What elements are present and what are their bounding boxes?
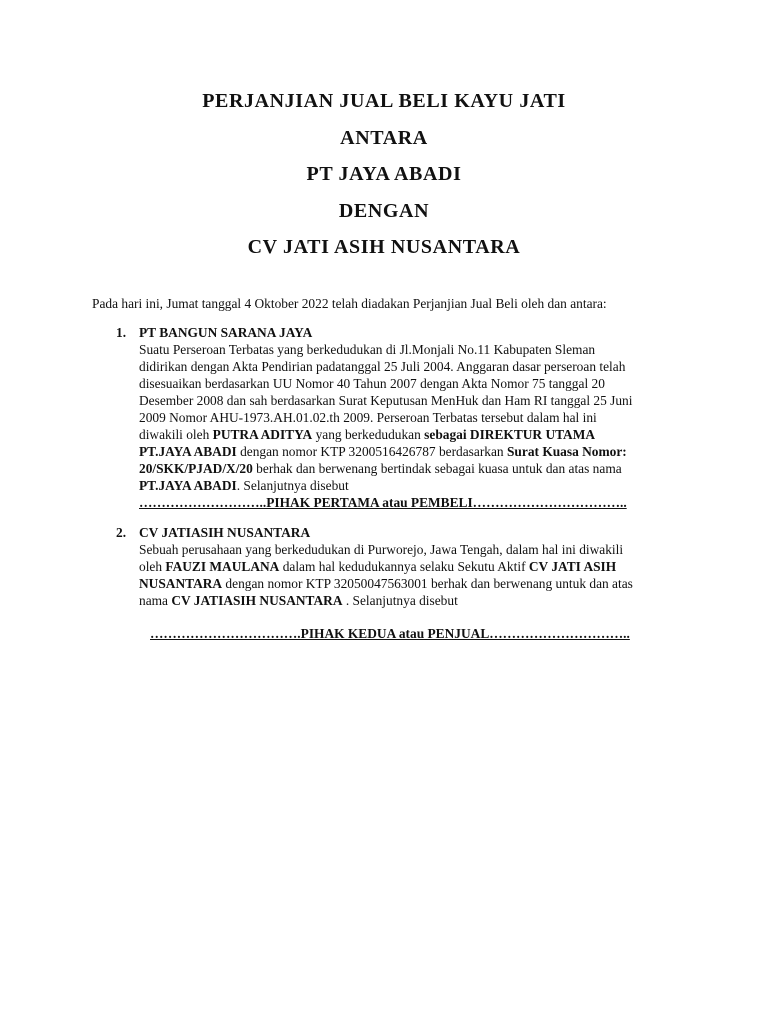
- party-two-line-4-prefix: nama: [139, 593, 172, 608]
- party-one-line-4: Desember 2008 dan sah berdasarkan Surat Keputusan MenHuk dan Ham RI tanggal 25 Juni: [139, 393, 633, 408]
- party-one-line-1: Suatu Perseroan Terbatas yang berkedudukan di Jl.Monjali No.11 Kabupaten Sleman: [139, 342, 596, 357]
- title-line-3: PT JAYA ABADI: [306, 163, 462, 185]
- party-one-line-7: [139, 443, 679, 460]
- party-two-line-4-rest: . Selanjutnya disebut: [342, 593, 458, 608]
- party-one-line-7-middle: dengan nomor KTP 3200516426787 berdasarkan: [236, 444, 507, 459]
- party-one-representative: PUTRA ADITYA: [212, 427, 313, 442]
- party-one-role: sebagai DIREKTUR UTAMA: [424, 427, 596, 442]
- party-one-number: 1.: [116, 325, 127, 340]
- party-one-description: [139, 341, 679, 494]
- intro-paragraph: Pada hari ini, Jumat tanggal 4 Oktober 2022 telah diadakan Perjanjian Jual Beli oleh dan antara:: [92, 296, 607, 311]
- party-one-line-8-rest: berhak dan berwenang bertindak sebagai kuasa untuk dan atas nama: [252, 461, 622, 476]
- title-line-2: ANTARA: [340, 126, 428, 149]
- title-line-5: CV JATI ASIH NUSANTARA: [247, 236, 521, 258]
- party-one-line-9-rest: . Selanjutnya disebut: [236, 478, 349, 493]
- party-one-line-8: [139, 460, 679, 477]
- party-two-company-repeat: CV JATIASIH NUSANTARA: [171, 593, 343, 608]
- title-line-1: PERJANJIAN JUAL BELI KAYU JATI: [202, 90, 566, 112]
- party-one-line-2: didirikan dengan Akta Pendirian padatanggal 25 Juli 2004. Anggaran dasar perseroan telah: [139, 359, 626, 374]
- party-two-representative: FAUZI MAULANA: [165, 559, 280, 574]
- title-line-4: DENGAN: [338, 199, 430, 222]
- party-one-line-6: [139, 426, 679, 443]
- party-two: [116, 524, 696, 609]
- party-one-power-of-attorney-label: Surat Kuasa Nomor:: [506, 444, 627, 459]
- party-two-line-2-middle: dalam hal kedudukannya selaku Sekutu Aktif: [279, 559, 529, 574]
- party-one-company: PT.JAYA ABADI: [139, 444, 237, 459]
- party-one-power-of-attorney-number: 20/SKK/PJAD/X/20: [139, 461, 253, 476]
- party-two-line-3-rest: dengan nomor KTP 32050047563001 berhak dan berwenang untuk dan atas: [222, 576, 633, 591]
- party-one-company-repeat: PT.JAYA ABADI: [139, 478, 237, 493]
- party-two-line-2-prefix: oleh: [139, 559, 166, 574]
- party-two-company-suffix: NUSANTARA: [139, 576, 223, 591]
- party-two-body: [139, 524, 679, 609]
- party-one: [116, 324, 696, 494]
- party-two-description: [139, 541, 679, 609]
- party-two-name: CV JATIASIH NUSANTARA: [139, 525, 311, 540]
- party-one-line-6-middle: yang berkedudukan: [312, 427, 425, 442]
- party-one-body: [139, 324, 679, 494]
- party-two-line-1: Sebuah perusahaan yang berkedudukan di Purworejo, Jawa Tengah, dalam hal ini diwakili: [139, 542, 624, 557]
- party-two-line-3: [139, 575, 679, 592]
- party-two-line-4: [139, 592, 679, 609]
- document-title: [0, 86, 768, 269]
- party-one-line-5: 2009 Nomor AHU-1973.AH.01.02.th 2009. Perseroan Terbatas tersebut dalam hal ini: [139, 410, 597, 425]
- party-one-line-6-prefix: diwakili oleh: [139, 427, 213, 442]
- party-two-designation: …………………………….PIHAK KEDUA atau PENJUAL…………………………..: [150, 626, 630, 641]
- party-two-company: CV JATI ASIH: [528, 559, 617, 574]
- party-one-designation: ………………………..PIHAK PERTAMA atau PEMBELI……………………………..: [139, 495, 627, 510]
- party-two-number: 2.: [116, 525, 127, 540]
- party-one-line-3: disesuaikan berdasarkan UU Nomor 40 Tahun 2007 dengan Akta Nomor 75 tanggal 20: [139, 376, 605, 391]
- party-two-line-2: [139, 558, 679, 575]
- party-one-name: PT BANGUN SARANA JAYA: [139, 325, 313, 340]
- party-one-line-9: [139, 477, 679, 494]
